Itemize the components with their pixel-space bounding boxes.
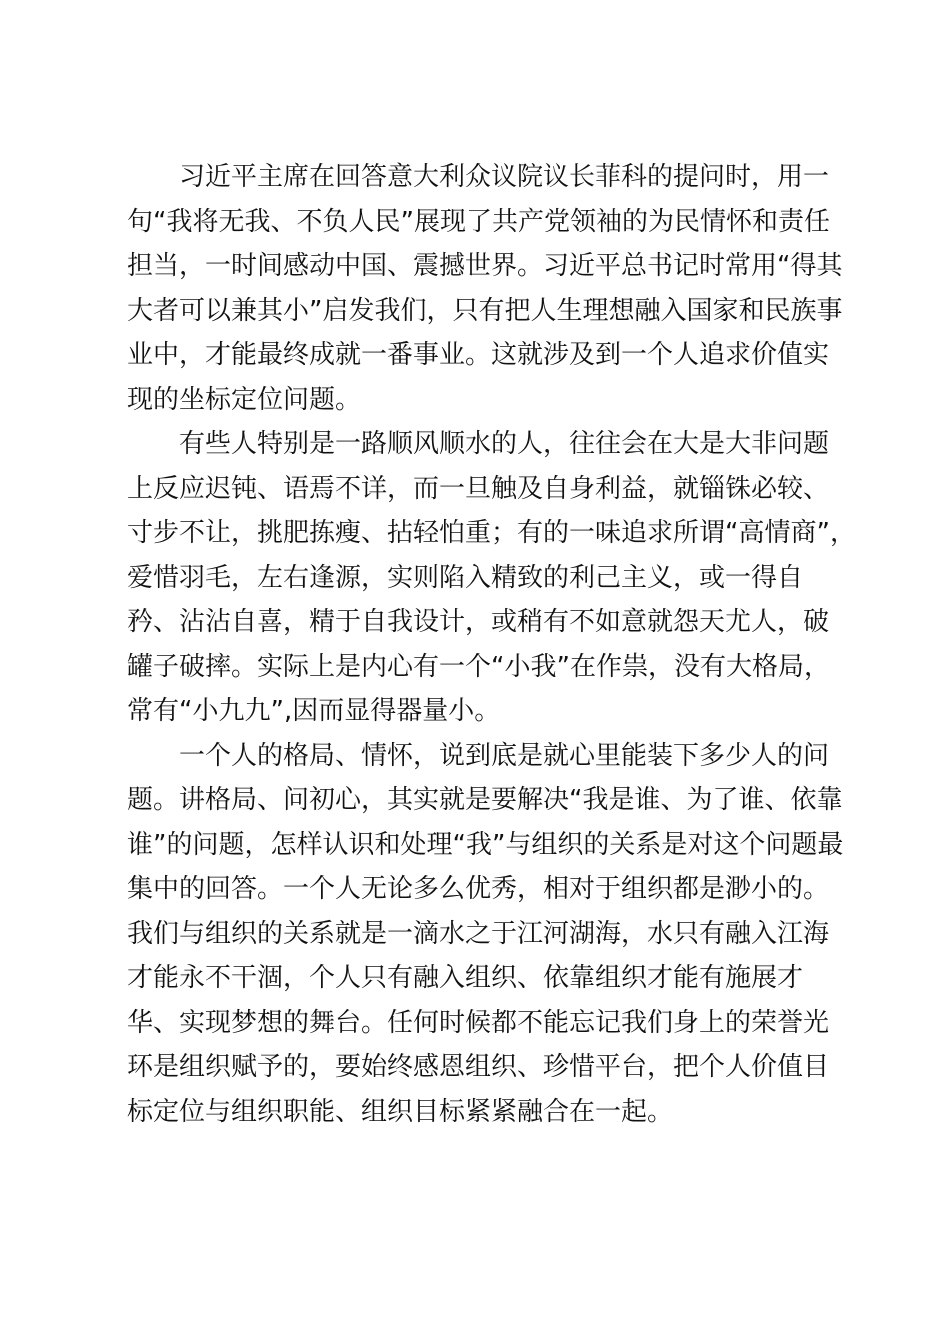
text-line: 上反应迟钝、语焉不详，而一旦触及自身利益，就锱铢必较、 <box>127 473 830 504</box>
text-line: 寸步不让，挑肥拣瘦、拈轻怕重；有的一味追求所谓“高情商”， <box>127 518 856 548</box>
text-line: 句“我将无我、不负人民”展现了共产党领袖的为民情怀和责任 <box>127 206 830 237</box>
document-body <box>127 155 856 1134</box>
text-line: 环是组织赋予的，要始终感恩组织、珍惜平台，把个人价值目 <box>127 1052 830 1082</box>
text-line: 一个人的格局、情怀，说到底是就心里能装下多少人的问 <box>179 740 830 771</box>
text-line: 我们与组织的关系就是一滴水之于江河湖海，水只有融入江海 <box>127 918 830 949</box>
text-line: 罐子破摔。实际上是内心有一个“小我”在作祟，没有大格局， <box>127 651 830 682</box>
paragraph <box>127 422 856 734</box>
paragraph <box>127 155 843 422</box>
text-line: 习近平主席在回答意大利众议院议长菲科的提问时，用一 <box>179 162 830 192</box>
text-line: 集中的回答。一个人无论多么优秀，相对于组织都是渺小的。 <box>127 874 830 904</box>
text-line: 华、实现梦想的舞台。任何时候都不能忘记我们身上的荣誉光 <box>127 1007 830 1038</box>
text-line: 大者可以兼其小”启发我们，只有把人生理想融入国家和民族事 <box>127 295 843 326</box>
text-line: 题。讲格局、问初心，其实就是要解决“我是谁、为了谁、依靠 <box>127 785 843 815</box>
text-line: 矜、沾沾自喜，精于自我设计，或稍有不如意就怨天尤人，破 <box>127 607 830 637</box>
text-line: 有些人特别是一路顺风顺水的人，往往会在大是大非问题 <box>179 429 830 459</box>
text-line: 现的坐标定位问题。 <box>127 384 362 415</box>
text-line: 才能永不干涸，个人只有融入组织、依靠组织才能有施展才 <box>127 963 804 993</box>
text-line: 常有“小九九”,因而显得器量小。 <box>127 696 501 726</box>
text-line: 标定位与组织职能、组织目标紧紧融合在一起。 <box>127 1096 674 1127</box>
paragraph <box>127 734 844 1135</box>
text-line: 谁”的问题，怎样认识和处理“我”与组织的关系是对这个问题最 <box>127 829 844 860</box>
text-line: 业中，才能最终成就一番事业。这就涉及到一个人追求价值实 <box>127 340 830 370</box>
text-line: 爱惜羽毛，左右逢源，实则陷入精致的利己主义，或一得自 <box>127 562 804 593</box>
text-line: 担当，一时间感动中国、震撼世界。习近平总书记时常用“得其 <box>127 251 843 281</box>
